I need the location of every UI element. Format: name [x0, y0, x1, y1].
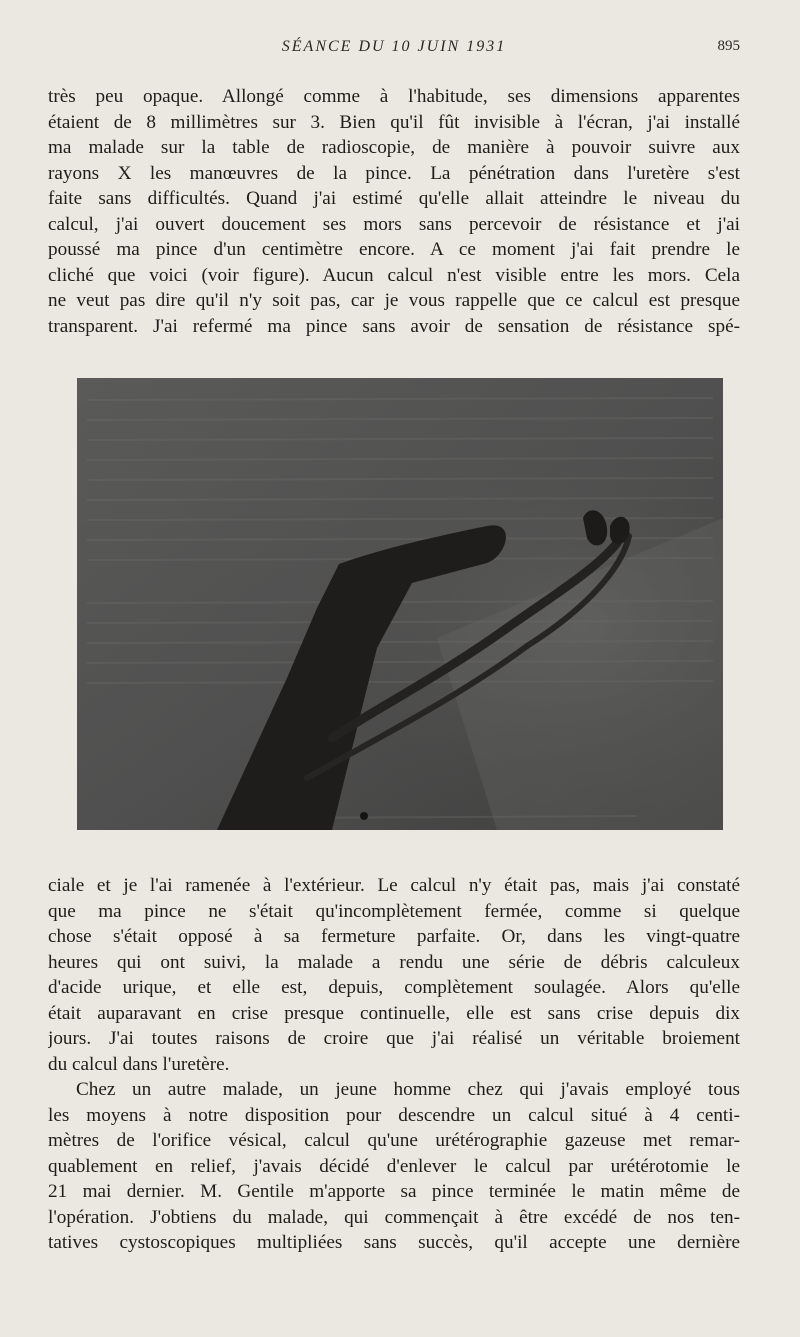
text-line: très peu opaque. Allongé comme à l'habitude, ses dimensions apparentes — [48, 86, 740, 107]
text-line: tatives cystoscopiques multipliées sans succès, qu'il accepte une dernière — [48, 1232, 740, 1253]
text-line: calcul, j'ai ouvert doucement ses mors sans percevoir de résistance et j'ai — [48, 213, 740, 235]
text-line: étaient de 8 millimètres sur 3. Bien qu'il fût invisible à l'écran, j'ai installé — [48, 111, 740, 133]
paragraph-1 — [48, 84, 740, 339]
main-text — [48, 873, 740, 1256]
text-line: mètres de l'orifice vésical, calcul qu'une urétérographie gazeuse met remar- — [48, 1130, 740, 1151]
text-line: poussé ma pince d'un centimètre encore. A ce moment j'ai fait prendre le — [48, 239, 740, 260]
text-line: faite sans difficultés. Quand j'ai estimé qu'elle allait atteindre le niveau du — [48, 188, 740, 209]
text-line: 21 mai dernier. M. Gentile m'apporte sa pince terminée le matin même de — [48, 1181, 740, 1202]
text-line: l'opération. J'obtiens du malade, qui commençait à être excédé de nos ten- — [48, 1206, 740, 1228]
text-line: ma malade sur la table de radioscopie, de manière à pouvoir suivre aux — [48, 137, 740, 158]
paragraph-3 — [48, 1077, 740, 1256]
text-line: cliché que voici (voir figure). Aucun calcul n'est visible entre les mors. Cela — [48, 264, 740, 286]
paragraph-2 — [48, 873, 740, 1077]
running-head — [48, 38, 740, 60]
text-line: heures qui ont suivi, la malade a rendu une série de débris calculeux — [48, 951, 740, 973]
paragraph-continuation — [48, 84, 740, 339]
radiograph-icon — [77, 378, 723, 830]
page-number: 895 — [717, 38, 740, 54]
text-line: les moyens à notre disposition pour descendre un calcul situé à 4 centi- — [48, 1104, 740, 1126]
text-line: jours. J'ai toutes raisons de croire que j'ai réalisé un véritable broiement — [48, 1028, 740, 1049]
text-line: rayons X les manœuvres de la pince. La pénétration dans l'uretère s'est — [48, 162, 740, 184]
text-line: ciale et je l'ai ramenée à l'extérieur. Le calcul n'y était pas, mais j'ai constaté — [48, 875, 740, 896]
text-line: ne veut pas dire qu'il n'y soit pas, car je vous rappelle que ce calcul est presque — [48, 290, 740, 311]
text-line: était auparavant en crise presque continuelle, elle est sans crise depuis dix — [48, 1002, 740, 1024]
text-line: transparent. J'ai refermé ma pince sans avoir de sensation de résistance spé- — [48, 315, 740, 337]
text-line: Chez un autre malade, un jeune homme chez qui j'avais employé tous — [76, 1079, 740, 1100]
text-line: quablement en relief, j'avais décidé d'enlever le calcul par urétérotomie le — [48, 1155, 740, 1177]
running-title: SÉANCE DU 10 JUIN 1931 — [281, 38, 507, 55]
text-line: que ma pince ne s'était qu'incomplètement fermée, comme si quelque — [48, 900, 740, 922]
radiograph-figure — [77, 378, 723, 830]
text-line: d'acide urique, et elle est, depuis, complètement soulagée. Alors qu'elle — [48, 977, 740, 998]
text-line: chose s'était opposé à sa fermeture parfaite. Or, dans les vingt-quatre — [48, 926, 740, 947]
text-line: du calcul dans l'uretère. — [48, 1053, 230, 1075]
